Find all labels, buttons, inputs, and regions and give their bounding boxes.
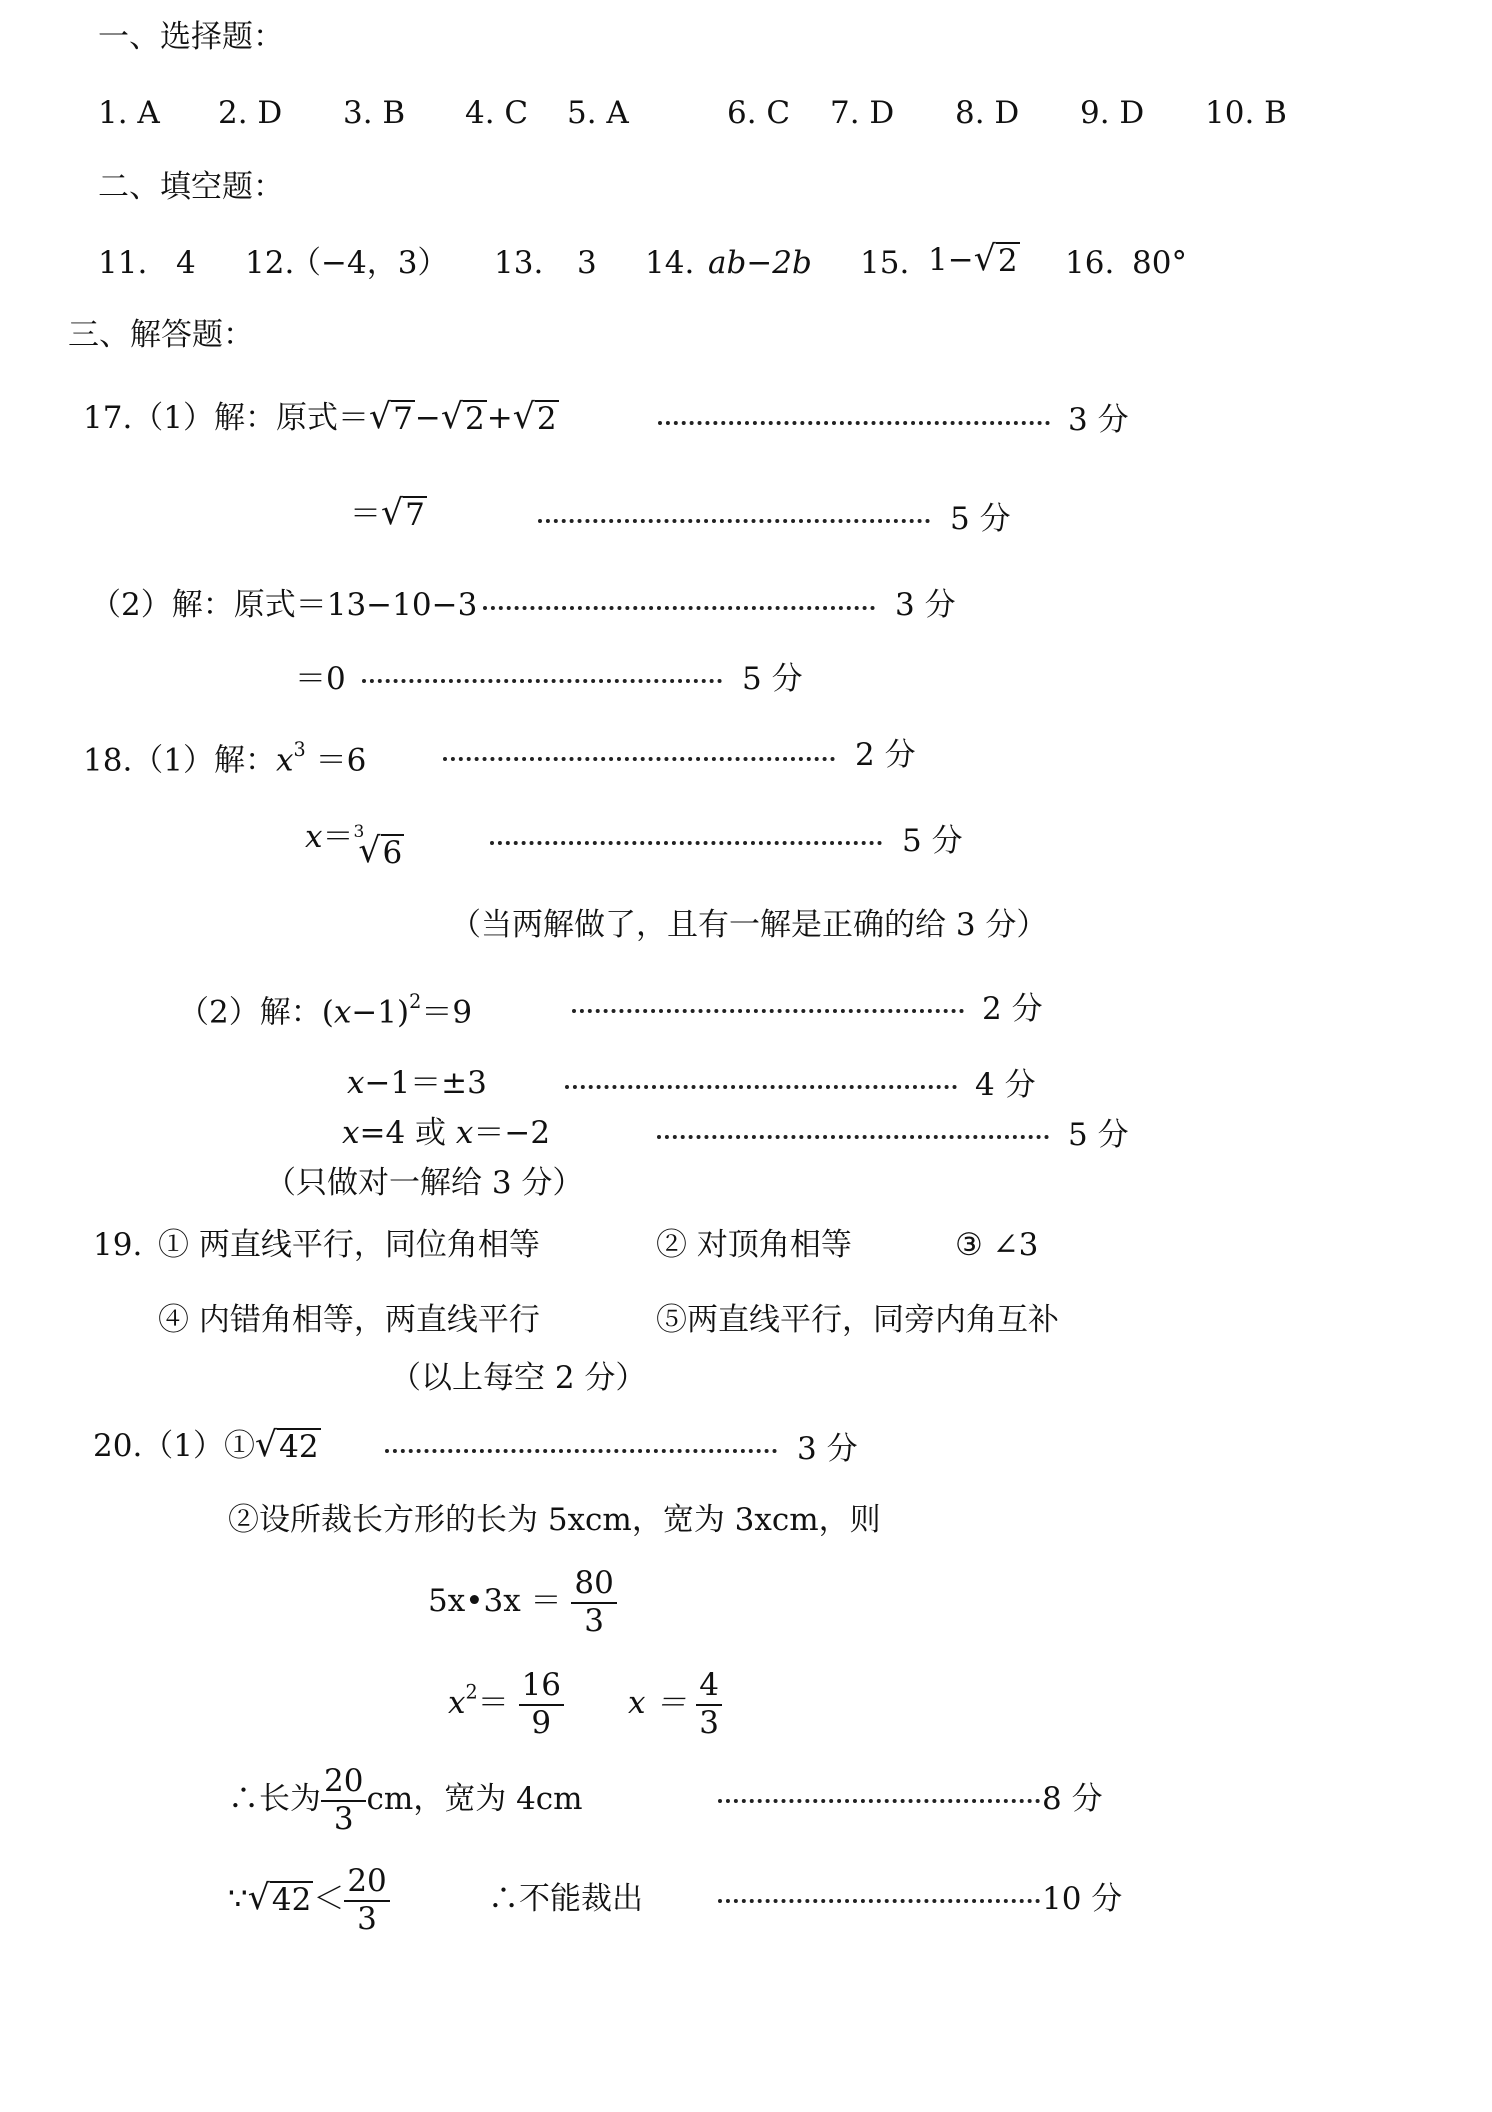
- fraction: [344, 1864, 389, 1937]
- expression: −1): [351, 994, 410, 1031]
- answer-9: 9. D: [1080, 95, 1145, 131]
- sqrt-symbol: √ 2: [512, 397, 557, 437]
- answer-11: 4: [176, 245, 196, 281]
- answer-7: 7. D: [830, 95, 895, 131]
- dotted-leader: [572, 1009, 964, 1013]
- expression: −1＝±3: [364, 1065, 487, 1101]
- variable: x: [342, 1115, 360, 1151]
- question-15-label: 15.: [860, 245, 910, 281]
- q18-part2-line1: [178, 990, 473, 1031]
- q18-note-1: （当两解做了，且有一解是正确的给 3 分）: [450, 907, 1048, 943]
- q19-answer-2: ② 对顶角相等: [656, 1227, 852, 1263]
- q20-part1-score: 3 分: [797, 1431, 858, 1467]
- equals: ＝: [322, 819, 354, 855]
- conclusion-prefix: ∴长为: [228, 1781, 321, 1818]
- q18-part2-line2: [347, 1065, 487, 1101]
- answer-16: 80°: [1132, 245, 1187, 281]
- question-11-label: 11.: [98, 245, 148, 281]
- fraction: [519, 1668, 564, 1741]
- exponent: 2: [409, 990, 422, 1013]
- sqrt-symbol: √ 42: [247, 1878, 312, 1919]
- because-symbol: ∵: [228, 1881, 248, 1918]
- numerator: 20: [344, 1864, 389, 1902]
- radicand: 6: [382, 835, 403, 871]
- q20-part2-setup: ②设所裁长方形的长为 5xcm，宽为 3xcm，则: [228, 1502, 881, 1538]
- answer-5: 5. A: [567, 95, 629, 131]
- section-title-fill: 二、填空题：: [98, 169, 284, 205]
- question-16-label: 16.: [1065, 245, 1115, 281]
- dotted-leader: [565, 1085, 957, 1089]
- q20-equation-2: [448, 1668, 564, 1741]
- q18-part2-label: （2）解：: [178, 994, 322, 1031]
- exponent: 2: [465, 1680, 478, 1704]
- q20-conclusion-2-text: ∴不能裁出: [488, 1881, 643, 1917]
- answer-14: ab−2b: [708, 245, 812, 281]
- q20-part1-label: 20.（1）①: [93, 1428, 256, 1464]
- answer-3: 3. B: [343, 95, 406, 131]
- section-title-choice: 一、选择题：: [98, 19, 284, 55]
- denominator: 3: [584, 1602, 605, 1639]
- less-than: ＜: [313, 1881, 345, 1918]
- q20-conclusion-2: [228, 1864, 390, 1937]
- dotted-leader: [718, 1899, 1040, 1903]
- paren: (: [321, 994, 334, 1031]
- q17-part1-score-b: 5 分: [950, 501, 1011, 537]
- q18-part1-line2: [305, 819, 404, 872]
- conclusion-text: cm，宽为 4cm: [366, 1781, 583, 1818]
- variable: x: [276, 742, 294, 779]
- dotted-leader: [362, 679, 722, 683]
- cube-root-symbol: 3 √ 6: [353, 821, 403, 871]
- section-title-solve: 三、解答题：: [68, 317, 254, 353]
- q20-equation-3: [628, 1668, 722, 1741]
- answer-10: 10. B: [1205, 95, 1287, 131]
- fraction: [696, 1668, 722, 1741]
- dotted-leader: [538, 519, 930, 523]
- fraction: [571, 1566, 616, 1639]
- q18-part1-line1: [83, 738, 367, 779]
- radicand: 2: [465, 401, 485, 437]
- dotted-leader: [490, 841, 882, 845]
- sqrt-symbol: √ 2: [973, 239, 1018, 279]
- answer-12: （−4，3）: [290, 245, 449, 281]
- denominator: 9: [531, 1704, 552, 1741]
- q17-part2-line1: （2）解：原式＝13−10−3: [90, 587, 478, 623]
- question-13-label: 13.: [494, 245, 544, 281]
- q19-answer-3: ③ ∠3: [955, 1227, 1039, 1263]
- fraction: [321, 1764, 366, 1837]
- variable: x: [448, 1685, 466, 1722]
- q19-answer-5: ⑤两直线平行，同旁内角互补: [656, 1302, 1059, 1338]
- q19-note: （以上每空 2 分）: [390, 1360, 647, 1396]
- root-index: 3: [353, 821, 365, 842]
- variable: x: [333, 994, 352, 1031]
- q20-equation-1: [428, 1566, 617, 1639]
- equals: ＝: [350, 496, 381, 532]
- sqrt-symbol: √ 7: [381, 493, 425, 533]
- radicand: 42: [279, 1429, 319, 1465]
- q18-part2-score-c: 5 分: [1068, 1117, 1129, 1153]
- q18-part2-score-b: 4 分: [975, 1067, 1036, 1103]
- answer-15: [928, 239, 1020, 280]
- answer-8: 8. D: [955, 95, 1020, 131]
- question-12-label: 12.: [245, 245, 295, 281]
- sqrt-symbol: √ 7: [369, 397, 413, 437]
- radicand: 2: [536, 401, 557, 437]
- answer-4: 4. C: [465, 95, 529, 131]
- answer-13: 3: [577, 245, 597, 281]
- numerator: 4: [696, 1668, 722, 1706]
- answer-6: 6. C: [727, 95, 791, 131]
- dotted-leader: [718, 1799, 1040, 1803]
- q18-part1-label: 18.（1）解：: [83, 742, 277, 779]
- q20-score-8: 8 分: [1042, 1781, 1103, 1817]
- answer-1: 1. A: [98, 95, 160, 131]
- sqrt-symbol: √ 42: [255, 1425, 319, 1465]
- numerator: 20: [321, 1764, 366, 1802]
- q17-part1-score-a: 3 分: [1068, 402, 1129, 438]
- exponent: 3: [293, 738, 306, 761]
- q17-part1-line2: [350, 493, 427, 534]
- q18-part2-line3: [342, 1115, 551, 1151]
- expression: =4 或: [359, 1115, 456, 1151]
- equation-lhs: 5x•3x ＝: [428, 1583, 562, 1620]
- dotted-leader: [657, 1135, 1049, 1139]
- numerator: 16: [519, 1668, 564, 1706]
- equation-lhs: x ＝: [628, 1685, 687, 1722]
- q19-answer-1: ① 两直线平行，同位角相等: [158, 1227, 540, 1263]
- q18-part1-score-b: 5 分: [902, 823, 963, 859]
- equation-rhs: ＝6: [305, 742, 367, 779]
- q20-conclusion-1: [228, 1764, 583, 1837]
- equals: ＝: [477, 1685, 509, 1722]
- q17-part2-line2: ＝0: [295, 661, 346, 697]
- answer-15-prefix: 1−: [928, 242, 974, 278]
- variable: x: [347, 1065, 365, 1101]
- q20-part1-line1: [93, 1425, 321, 1466]
- q17-part2-score-a: 3 分: [895, 587, 956, 623]
- answer-2: 2. D: [218, 95, 283, 131]
- answer-15-radicand: 2: [997, 243, 1018, 279]
- radicand: 42: [271, 1882, 312, 1919]
- q19-answer-4: ④ 内错角相等，两直线平行: [158, 1302, 540, 1338]
- denominator: 3: [357, 1900, 377, 1937]
- sqrt-symbol: √ 2: [440, 397, 485, 437]
- q18-note-2: （只做对一解给 3 分）: [265, 1165, 584, 1201]
- radicand: 7: [393, 401, 413, 437]
- operator: −: [414, 400, 441, 436]
- numerator: 80: [571, 1566, 616, 1604]
- q17-part2-score-b: 5 分: [742, 661, 803, 697]
- equation-rhs: ＝9: [421, 994, 473, 1031]
- dotted-leader: [443, 757, 835, 761]
- q18-part2-score-a: 2 分: [982, 991, 1043, 1027]
- operator: +: [486, 400, 513, 436]
- variable: x: [455, 1115, 474, 1151]
- radicand: 7: [405, 497, 425, 533]
- denominator: 3: [333, 1800, 354, 1837]
- question-14-label: 14.: [645, 245, 695, 281]
- q17-part1-label: 17.（1）解：原式＝: [83, 400, 370, 436]
- q19-label: 19.: [93, 1227, 143, 1263]
- denominator: 3: [699, 1704, 719, 1741]
- dotted-leader: [385, 1449, 777, 1453]
- q20-score-10: 10 分: [1042, 1881, 1123, 1917]
- q18-part1-score-a: 2 分: [855, 737, 916, 773]
- dotted-leader: [658, 421, 1050, 425]
- q17-part1-line1: [83, 397, 559, 438]
- variable: x: [305, 819, 323, 855]
- expression: ＝−2: [473, 1115, 551, 1151]
- dotted-leader: [483, 606, 875, 610]
